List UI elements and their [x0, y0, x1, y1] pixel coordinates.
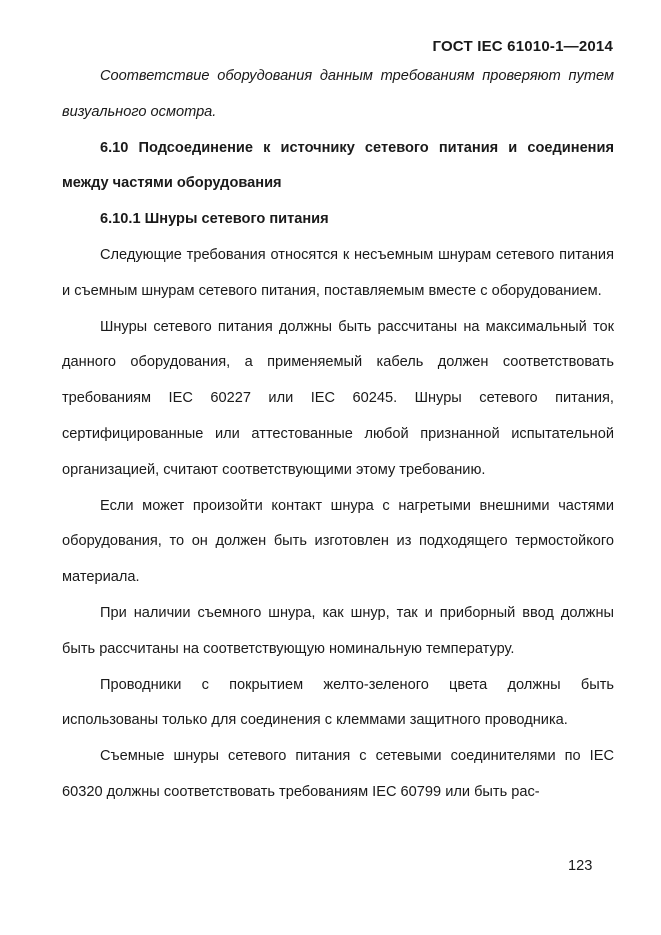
page-number: 123 — [568, 858, 593, 874]
paragraph-scope: Следующие требования относятся к несъемным шнурам сетевого питания и съемным шнурам сетевого питания, поставляемым вместе с оборудованием. — [62, 246, 614, 299]
paragraph-compliance-check: Соответствие оборудования данным требованиям проверяют путем визуального осмотра. — [62, 68, 614, 120]
document-header: ГОСТ IEC 61010-1—2014 — [432, 38, 613, 55]
paragraph-heat-resistance: Если может произойти контакт шнура с нагретыми внешними частями оборудования, то он должен быть изготовлен из подходящего термостойкого материала. — [62, 497, 614, 586]
paragraph-conductor-color: Проводники с покрытием желто-зеленого цвета должны быть использованы только для соединения с клеммами защитного проводника. — [62, 676, 614, 729]
paragraph-rating-requirements: Шнуры сетевого питания должны быть рассчитаны на максимальный ток данного оборудования, а применяемый кабель должен соответствовать требованиям IEC 60227 или IEC 60245. Шнуры сетевого питания, сертифицированные или аттестованные любой признанной испытательной организацией, считают соответствующими этому требованию. — [62, 318, 614, 478]
document-body — [62, 59, 614, 811]
subsection-heading-6-10-1: 6.10.1 Шнуры сетевого питания — [100, 211, 329, 228]
paragraph-connectors: Съемные шнуры сетевого питания с сетевыми соединителями по IEC 60320 должны соответствовать требованиям IEC 60799 или быть рас- — [62, 748, 614, 800]
section-heading-6-10: 6.10 Подсоединение к источнику сетевого питания и соединения между частями оборудования — [62, 139, 614, 192]
paragraph-detachable-cord: При наличии съемного шнура, как шнур, так и приборный ввод должны быть рассчитаны на соответствующую номинальную температуру. — [62, 604, 614, 657]
